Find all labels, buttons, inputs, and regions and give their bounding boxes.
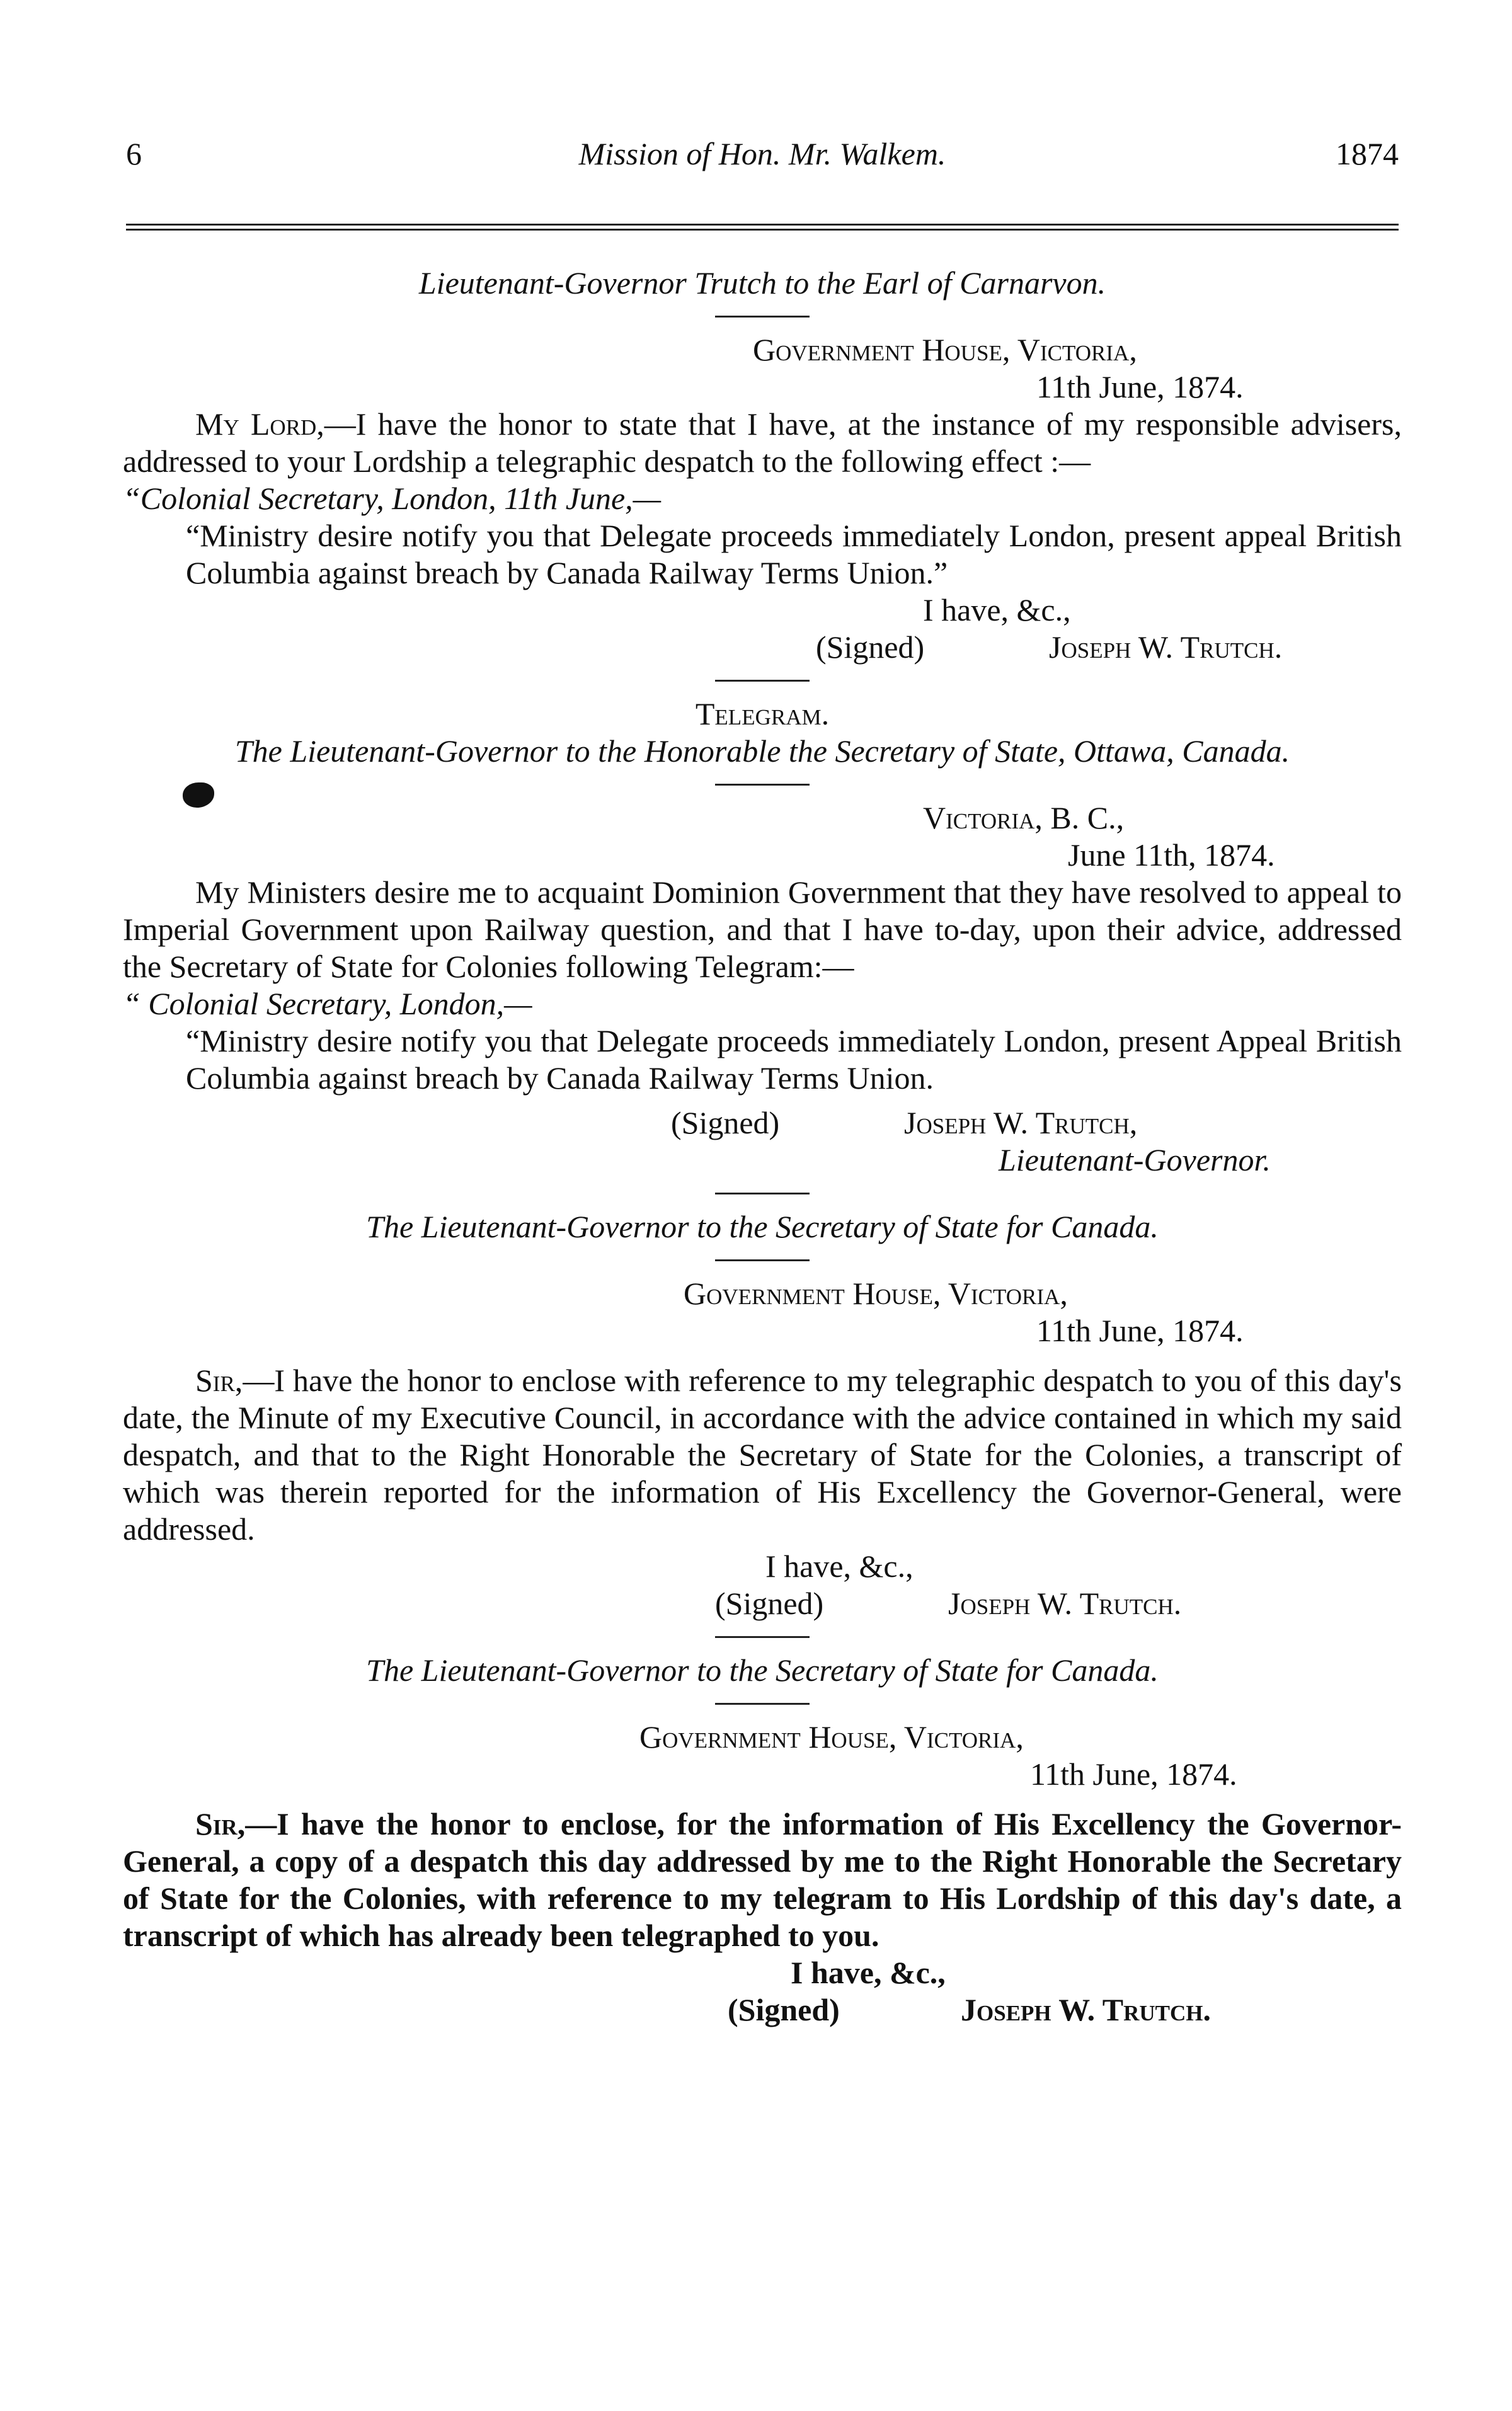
letter-to-secretary-of-state-1	[123, 1208, 1402, 1638]
letter-body-text: —I have the honor to enclose, for the information of His Excellency the Governor-General, a copy of a despatch this day addressed by me to the Right Honorable the Secretary of State for the Colonies, with reference to my telegram to His Lordship of this day's date, a transcript of which has already been telegraphed to you.	[123, 1806, 1402, 1953]
page-number: 6	[126, 136, 142, 171]
running-header	[126, 135, 1399, 186]
letter-body: My Ministers desire me to acquaint Dominion Government that they have resolved to appeal to Imperial Government upon Railway question, and that I have to-day, upon their advice, addressed the Secretary of State for Colonies following Telegram:—	[123, 874, 1402, 984]
running-title: Mission of Hon. Mr. Walkem.	[578, 136, 946, 171]
signatory-title: Lieutenant-Governor.	[999, 1142, 1271, 1177]
closing: I have, &c.,	[765, 1549, 914, 1584]
closing: I have, &c.,	[791, 1955, 946, 1990]
quote-body: “Ministry desire notify you that Delegate proceeds immediately London, present appeal British Columbia against breach by Canada Railway Terms Union.”	[186, 518, 1402, 590]
letter-heading: The Lieutenant-Governor to the Secretary of State for Canada.	[366, 1209, 1159, 1244]
sender-address: Government House, Victoria,	[753, 332, 1137, 367]
letter-to-secretary-of-state-2	[123, 1652, 1402, 2029]
quote-heading: “ Colonial Secretary, London,—	[123, 986, 532, 1021]
salutation: Sir,	[195, 1806, 246, 1841]
separator-rule	[715, 1636, 810, 1638]
letter-body	[123, 406, 1402, 480]
letter-body-text: —I have the honor to enclose with reference to my telegraphic despatch to you of this day's date, the Minute of my Executive Council, in accordance with the advice contained in which my said despatch, and that to the Right Honorable the Secretary of State for the Colonies, a transcript of which was therein reported for the information of His Excellency the Governor-General, were addressed.	[123, 1363, 1402, 1547]
header-rule-thin	[126, 229, 1399, 231]
letter-body	[123, 1362, 1402, 1548]
signature-line	[123, 629, 1402, 666]
signature: Joseph W. Trutch.	[961, 1992, 1211, 2027]
heading-rule	[715, 316, 810, 318]
signed-label: (Signed)	[816, 629, 925, 665]
letter-date: 11th June, 1874.	[1036, 1313, 1244, 1348]
separator-rule	[715, 1193, 810, 1194]
heading-rule	[715, 784, 810, 786]
signed-label: (Signed)	[715, 1586, 824, 1621]
letter-heading: The Lieutenant-Governor to the Honorable the Secretary of State, Ottawa, Canada.	[234, 733, 1290, 769]
signature: Joseph W. Trutch.	[948, 1586, 1182, 1621]
signature: Joseph W. Trutch.	[1049, 629, 1283, 665]
letter-heading: Lieutenant-Governor Trutch to the Earl of Carnarvon.	[418, 265, 1106, 301]
sender-address: Victoria, B. C.,	[923, 800, 1125, 835]
salutation: My Lord,	[195, 406, 324, 442]
signature-line	[123, 1104, 1402, 1142]
quote-heading: “Colonial Secretary, London, 11th June,—	[123, 481, 662, 516]
quote-body: “Ministry desire notify you that Delegate proceeds immediately London, present Appeal British Columbia against breach by Canada Railway Terms Union.	[186, 1023, 1402, 1096]
letter-body-text: —I have the honor to state that I have, at the instance of my responsible advisers, addressed to your Lordship a telegraphic despatch to the following effect :—	[123, 406, 1402, 479]
signature-line	[123, 1585, 1402, 1622]
telegram-label: Telegram.	[695, 696, 830, 731]
signature-line	[123, 1991, 1402, 2029]
closing: I have, &c.,	[923, 592, 1071, 627]
sender-address: Government House, Victoria,	[639, 1719, 1024, 1755]
signed-label: (Signed)	[671, 1105, 780, 1140]
letter-date: 11th June, 1874.	[1030, 1756, 1237, 1792]
letter-heading: The Lieutenant-Governor to the Secretary of State for Canada.	[366, 1652, 1159, 1688]
letter-body	[123, 1806, 1402, 1954]
heading-rule	[715, 1259, 810, 1261]
letter-date: June 11th, 1874.	[1068, 837, 1275, 873]
salutation: Sir,	[195, 1363, 243, 1398]
signature: Joseph W. Trutch,	[904, 1105, 1138, 1140]
letter-trutch-to-carnarvon	[123, 265, 1402, 682]
letter-telegram-to-ottawa	[123, 696, 1402, 1194]
separator-rule	[715, 680, 810, 682]
sender-address: Government House, Victoria,	[684, 1276, 1068, 1311]
header-rule	[126, 224, 1399, 226]
page-body	[123, 246, 1402, 2029]
letter-date: 11th June, 1874.	[1036, 369, 1244, 404]
heading-rule	[715, 1703, 810, 1705]
header-year: 1874	[1336, 136, 1399, 171]
signed-label: (Signed)	[728, 1992, 840, 2027]
